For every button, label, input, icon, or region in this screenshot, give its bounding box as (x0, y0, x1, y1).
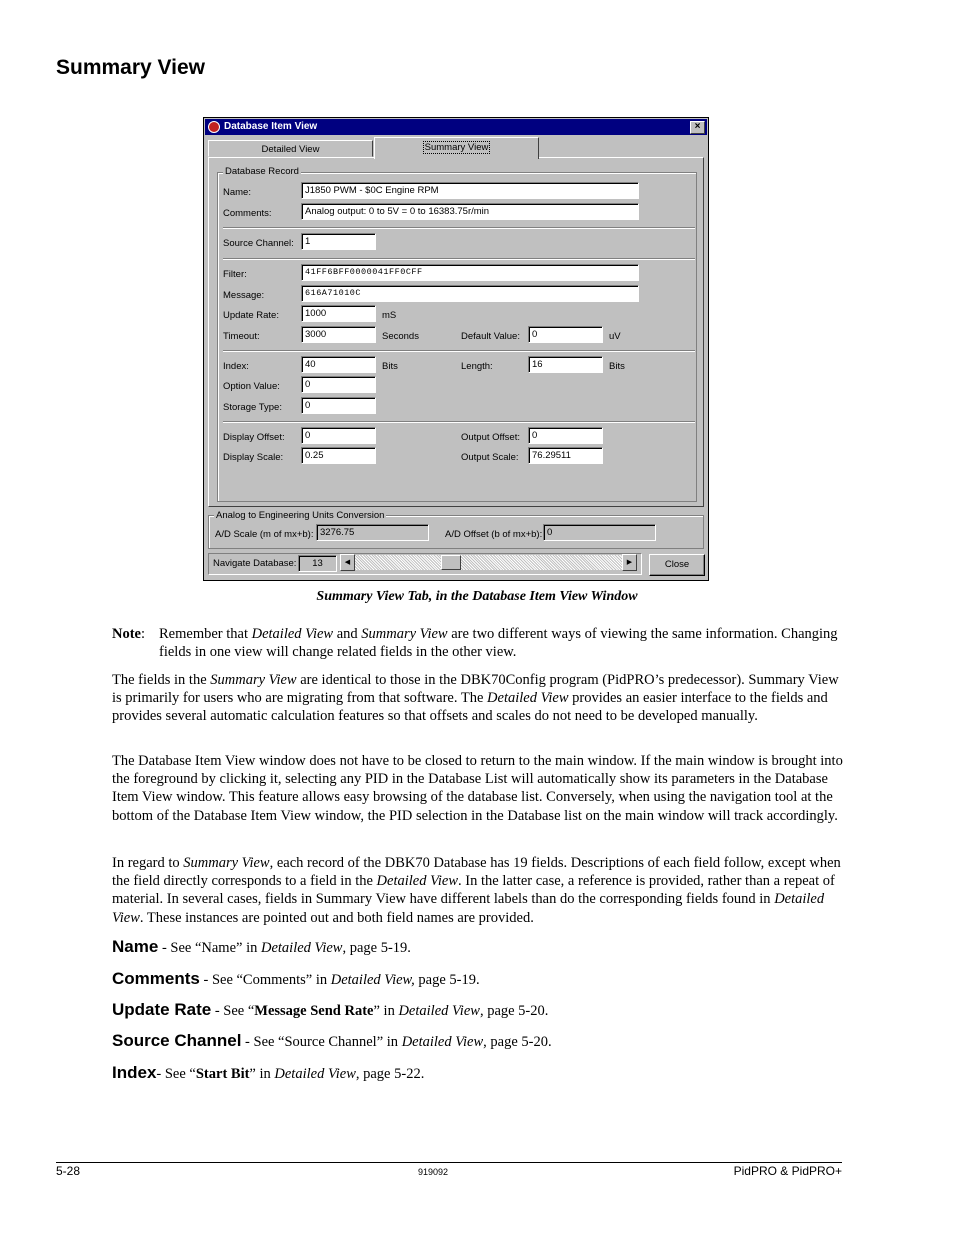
fieldref-pre: - See “Name” in (158, 940, 261, 956)
index-field[interactable]: 40 (301, 356, 376, 373)
footer-rule (56, 1162, 842, 1163)
name-label: Name: (223, 187, 251, 198)
fieldref-em: Detailed View, (330, 972, 415, 988)
storage-type-field[interactable]: 0 (301, 397, 376, 414)
index-unit: Bits (382, 361, 398, 372)
output-scale-field[interactable]: 76.29511 (528, 447, 603, 464)
p3-em-3: Detailed View (112, 891, 825, 926)
source-channel-label: Source Channel: (223, 238, 294, 249)
note-text-3: are two different ways of viewing the same information. Changing fields in one view will change related fields in the other view. (159, 626, 838, 661)
fieldref-update-rate (112, 1000, 548, 1020)
note-em-1: Detailed View (251, 626, 334, 642)
p3-em-1: Summary View (183, 855, 270, 871)
storage-type-label: Storage Type: (223, 402, 282, 413)
tab-summary-label: Summary View (424, 142, 489, 153)
close-button[interactable]: Close (649, 554, 705, 576)
footer-product: PidPRO & PidPRO+ (733, 1164, 842, 1178)
default-value-field[interactable]: 0 (528, 326, 603, 343)
fieldref-post: , page 5-22. (355, 1066, 425, 1082)
fieldref-pre: - See “Source Channel” in (241, 1034, 402, 1050)
length-label: Length: (461, 361, 493, 372)
fieldref-index (112, 1063, 424, 1083)
note-label-text: Note (112, 626, 141, 642)
fieldref-mid: ” in (373, 1003, 399, 1019)
ad-offset-label: A/D Offset (b of mx+b): (445, 529, 543, 540)
p3-em-2: Detailed View (376, 873, 459, 890)
database-record-label: Database Record (225, 166, 299, 177)
update-rate-unit: mS (382, 310, 397, 321)
window-title: Database Item View (224, 121, 318, 132)
navigate-value: 13 (298, 555, 337, 572)
fieldref-post: , page 5-20. (479, 1003, 549, 1019)
comments-field[interactable]: Analog output: 0 to 5V = 0 to 16383.75r/min (301, 203, 639, 220)
separator (223, 350, 695, 352)
p1-text-2: are identical to those in the DBK70Config program (PidPRO’s predecessor). Summary View is primarily for users who are migrating from that software. The (112, 672, 839, 707)
fieldref-post: , page 5-20. (483, 1034, 552, 1050)
source-channel-field[interactable]: 1 (301, 233, 376, 250)
fieldref-pre: - See “ (156, 1066, 196, 1082)
option-value-label: Option Value: (223, 381, 280, 392)
note-colon: : (141, 626, 146, 642)
ad-scale-field: 3276.75 (316, 524, 429, 541)
fieldref-source-channel (112, 1031, 552, 1051)
fieldref-title: Source Channel (112, 1031, 242, 1050)
p3-text-2: , each record of the DBK70 Database has 19 fields. Descriptions of each field follow, except when the field directly corresponds to a field in the (112, 855, 841, 890)
title-bar[interactable] (205, 119, 707, 135)
note-text (159, 625, 849, 661)
separator (223, 421, 695, 423)
figure-caption: Summary View Tab, in the Database Item View Window (316, 589, 638, 604)
message-label: Message: (223, 290, 265, 301)
fieldref-comments (112, 969, 480, 989)
navigate-scrollbar[interactable] (340, 554, 637, 571)
output-offset-field[interactable]: 0 (528, 427, 603, 444)
note-em-2: Summary View (361, 626, 448, 642)
fieldref-title: Name (112, 937, 159, 956)
fieldref-pre: - See “ (211, 1003, 255, 1019)
default-value-unit: uV (609, 331, 621, 342)
scroll-left-icon[interactable]: ◀ (340, 554, 355, 571)
length-field[interactable]: 16 (528, 356, 603, 373)
fieldref-em: Detailed View (401, 1034, 484, 1050)
fieldref-em: Detailed View (260, 940, 343, 956)
note-label (112, 625, 145, 643)
fieldref-title: Index (112, 1063, 157, 1082)
fieldref-name (112, 937, 411, 957)
scroll-thumb[interactable] (441, 555, 461, 570)
p3-text-3: . In the latter case, a reference is provided, rather than a repeat of material. In several cases, fields in Summary View have different labels than do the corresponding fields found in (112, 873, 835, 908)
output-scale-label: Output Scale: (461, 452, 519, 463)
footer-page-number: 5-28 (56, 1164, 81, 1178)
timeout-unit: Seconds (382, 331, 419, 342)
p3-text-1: In regard to (112, 855, 184, 871)
display-offset-field[interactable]: 0 (301, 427, 376, 444)
database-record-group (217, 172, 697, 502)
tab-summary-view[interactable] (374, 137, 539, 159)
name-field[interactable]: J1850 PWM - $0C Engine RPM (301, 182, 639, 199)
fieldref-mid: ” in (249, 1066, 275, 1082)
length-unit: Bits (609, 361, 625, 372)
separator (223, 227, 695, 229)
comments-label: Comments: (223, 208, 272, 219)
p1-text-1: The fields in the (112, 672, 211, 688)
timeout-label: Timeout: (223, 331, 260, 342)
p1-text-3: provides an easier interface to the fields and provides several automatic calculation features so that offsets and scales do not need to be developed manually. (112, 690, 828, 725)
conversion-group-label: Analog to Engineering Units Conversion (216, 510, 385, 521)
fieldref-post: page 5-19. (414, 972, 480, 988)
close-icon[interactable]: × (690, 121, 705, 134)
filter-label: Filter: (223, 269, 247, 280)
p1-em-2: Detailed View (487, 690, 569, 707)
index-label: Index: (223, 361, 249, 372)
fieldref-title: Update Rate (112, 1000, 212, 1019)
app-icon (208, 121, 220, 133)
fieldref-bold: Start Bit (195, 1066, 250, 1082)
page-heading: Summary View (56, 56, 206, 79)
tab-panel (208, 157, 704, 507)
display-offset-label: Display Offset: (223, 432, 285, 443)
navigate-label: Navigate Database: (213, 558, 297, 569)
display-scale-field[interactable]: 0.25 (301, 447, 376, 464)
paragraph-1 (112, 671, 847, 726)
update-rate-field[interactable]: 1000 (301, 305, 376, 322)
fieldref-bold: Message Send Rate (254, 1003, 374, 1019)
ad-scale-label: A/D Scale (m of mx+b): (215, 529, 314, 540)
filter-field[interactable]: 41FF6BFF0000041FF0CFF (301, 264, 639, 281)
paragraph-2: The Database Item View window does not have to be closed to return to the main window. If the main window is brought into the foreground by clicking it, selecting any PID in the Database List will automatically show its parameters in the Database Item View window. This feature allows easy browsing of the database list. Conversely, when using the navigation tool at the bottom of the Database Item View window, the PID selection in the Database list on the main window will track accordingly. (112, 753, 843, 824)
p1-em-1: Summary View (210, 672, 297, 688)
ad-offset-field: 0 (543, 524, 656, 541)
database-item-view-window (203, 117, 709, 581)
display-scale-label: Display Scale: (223, 452, 284, 463)
fieldref-em: Detailed View (274, 1066, 356, 1082)
output-offset-label: Output Offset: (461, 432, 520, 443)
scroll-track[interactable] (355, 555, 622, 570)
fieldref-pre: - See “Comments” in (199, 972, 331, 988)
separator (223, 258, 695, 260)
default-value-label: Default Value: (461, 331, 520, 342)
fieldref-title: Comments (112, 969, 200, 988)
fieldref-em: Detailed View (398, 1003, 480, 1019)
timeout-field[interactable]: 3000 (301, 326, 376, 343)
note-text-2: and (333, 626, 362, 642)
note-text-1: Remember that (159, 626, 252, 642)
paragraph-3 (112, 854, 847, 927)
p3-text-4: . These instances are pointed out and both field names are provided. (139, 909, 534, 926)
scroll-right-icon[interactable]: ▶ (622, 554, 637, 571)
option-value-field[interactable]: 0 (301, 376, 376, 393)
tab-detailed-view[interactable]: Detailed View (208, 140, 373, 157)
fieldref-post: , page 5-19. (342, 940, 411, 956)
update-rate-label: Update Rate: (223, 310, 279, 321)
message-field[interactable]: 616A71010C (301, 285, 639, 302)
footer-doc-number: 919092 (418, 1167, 449, 1177)
